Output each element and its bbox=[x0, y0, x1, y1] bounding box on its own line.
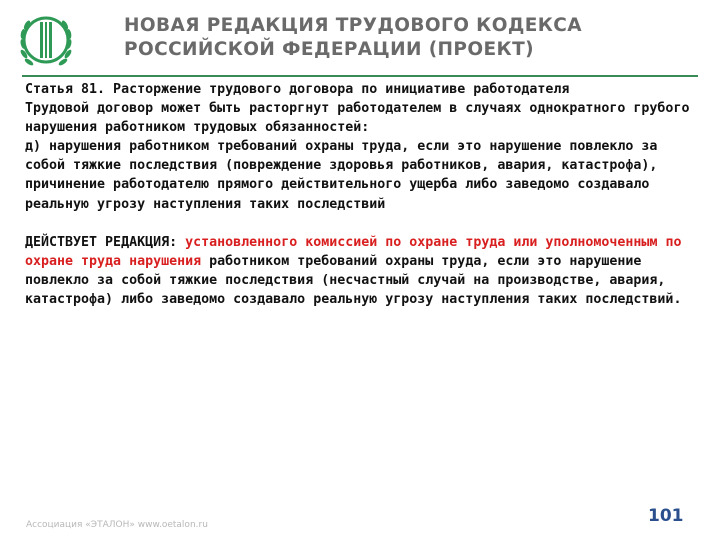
current-edition-label: ДЕЙСТВУЕТ РЕДАКЦИЯ: bbox=[25, 234, 178, 250]
article-body bbox=[25, 80, 701, 309]
current-edition-highlight: установленного комиссией по охране труда или уполномоченным по охране труда нарушения bbox=[25, 234, 682, 269]
footer-text: Ассоциация «ЭТАЛОН» www.oetalon.ru bbox=[26, 520, 208, 530]
article-intro: Трудовой договор может быть расторгнут работодателем в случаях однократного грубого нарушения работником трудовых обязанностей: bbox=[25, 101, 690, 136]
page-number: 101 bbox=[648, 506, 684, 526]
header-divider bbox=[22, 75, 698, 77]
title-line-2: РОССИЙСКОЙ ФЕДЕРАЦИИ (ПРОЕКТ) bbox=[124, 39, 534, 60]
current-edition-text: работником требований охраны труда, если это нарушение повлекло за собой тяжкие последствия (несчастный случай на производстве, авария, катастрофа) либо заведомо создавало реальную угрозу наступления таких последствий. bbox=[25, 253, 682, 307]
leaf-emblem-icon bbox=[14, 8, 78, 72]
current-edition bbox=[25, 233, 701, 309]
title-line-1: НОВАЯ РЕДАКЦИЯ ТРУДОВОГО КОДЕКСА bbox=[124, 15, 582, 36]
article-clause: д) нарушения работником требований охраны труда, если это нарушение повлекло за собой тяжкие последствия (повреждение здоровья работников, авария, катастрофа), причинение работодателю прямого действительного ущерба либо заведомо создавало реальную угрозу наступления таких последствий bbox=[25, 139, 658, 212]
page-title bbox=[124, 14, 704, 62]
article-heading: Статья 81. Расторжение трудового договора по инициативе работодателя bbox=[25, 82, 570, 97]
